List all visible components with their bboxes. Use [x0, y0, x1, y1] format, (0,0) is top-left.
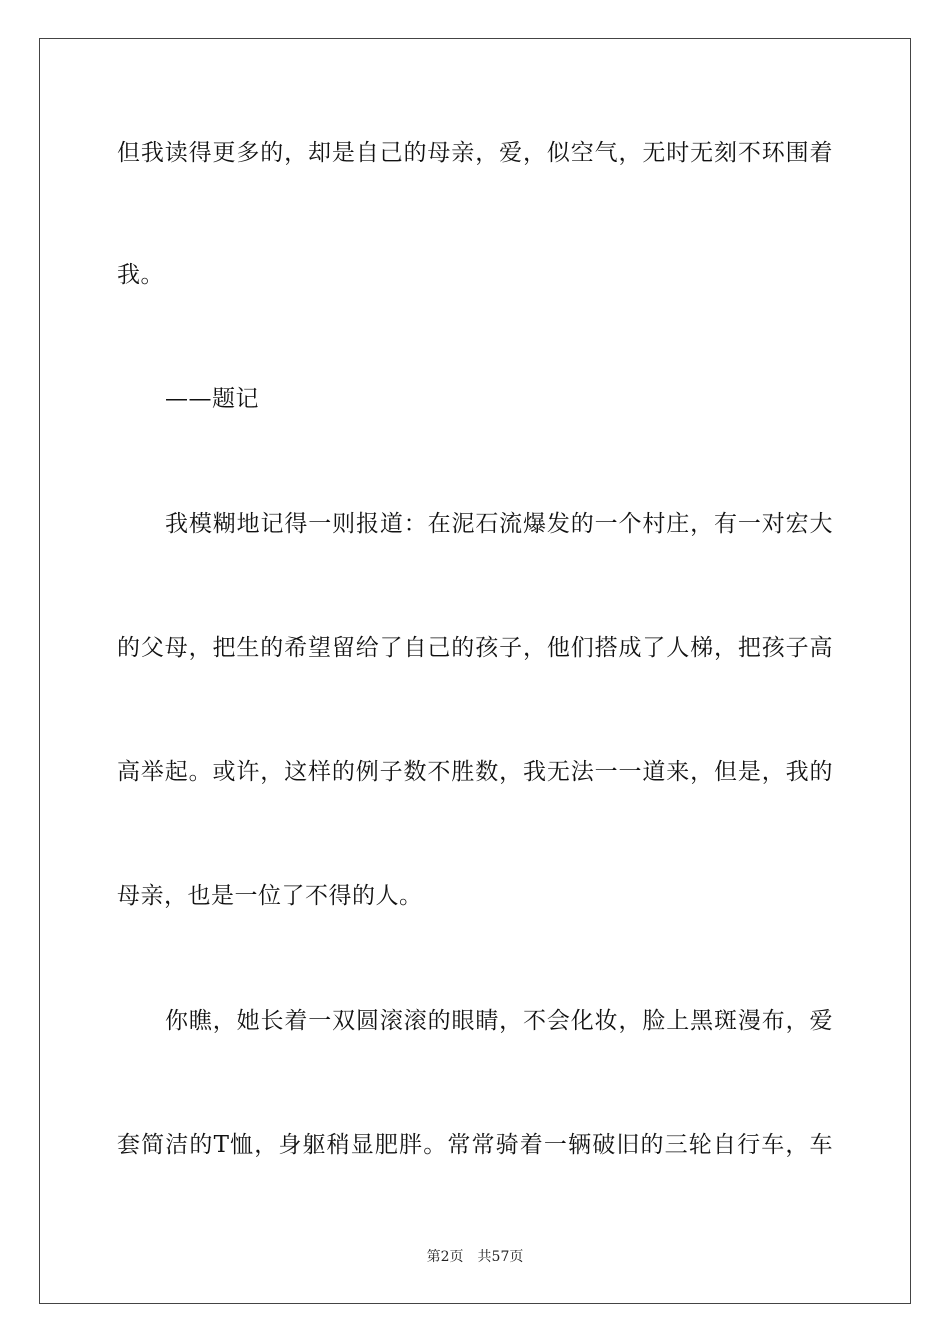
- page-number: 第2页: [426, 1249, 464, 1265]
- epigraph-attribution: ——题记: [165, 386, 259, 412]
- body-line-8: 你瞧，她长着一双圆滚滚的眼睛，不会化妆，脸上黑斑漫布，爱: [165, 1008, 833, 1034]
- body-line-2: 我。: [117, 262, 164, 288]
- page-border: [39, 38, 911, 1304]
- body-line-4: 我模糊地记得一则报道：在泥石流爆发的一个村庄，有一对宏大: [165, 511, 833, 537]
- body-line-5: 的父母，把生的希望留给了自己的孩子，他们搭成了人梯，把孩子高: [117, 635, 833, 661]
- body-line-7: 母亲，也是一位了不得的人。: [117, 883, 423, 909]
- page-footer: [0, 1248, 950, 1266]
- body-line-6: 高举起。或许，这样的例子数不胜数，我无法一一道来，但是，我的: [117, 759, 833, 785]
- body-line-1: 但我读得更多的，却是自己的母亲，爱，似空气，无时无刻不环围着: [117, 140, 833, 166]
- page-total: 共57页: [477, 1249, 524, 1265]
- body-line-9: 套简洁的T恤，身躯稍显肥胖。常常骑着一辆破旧的三轮自行车，车: [117, 1132, 833, 1158]
